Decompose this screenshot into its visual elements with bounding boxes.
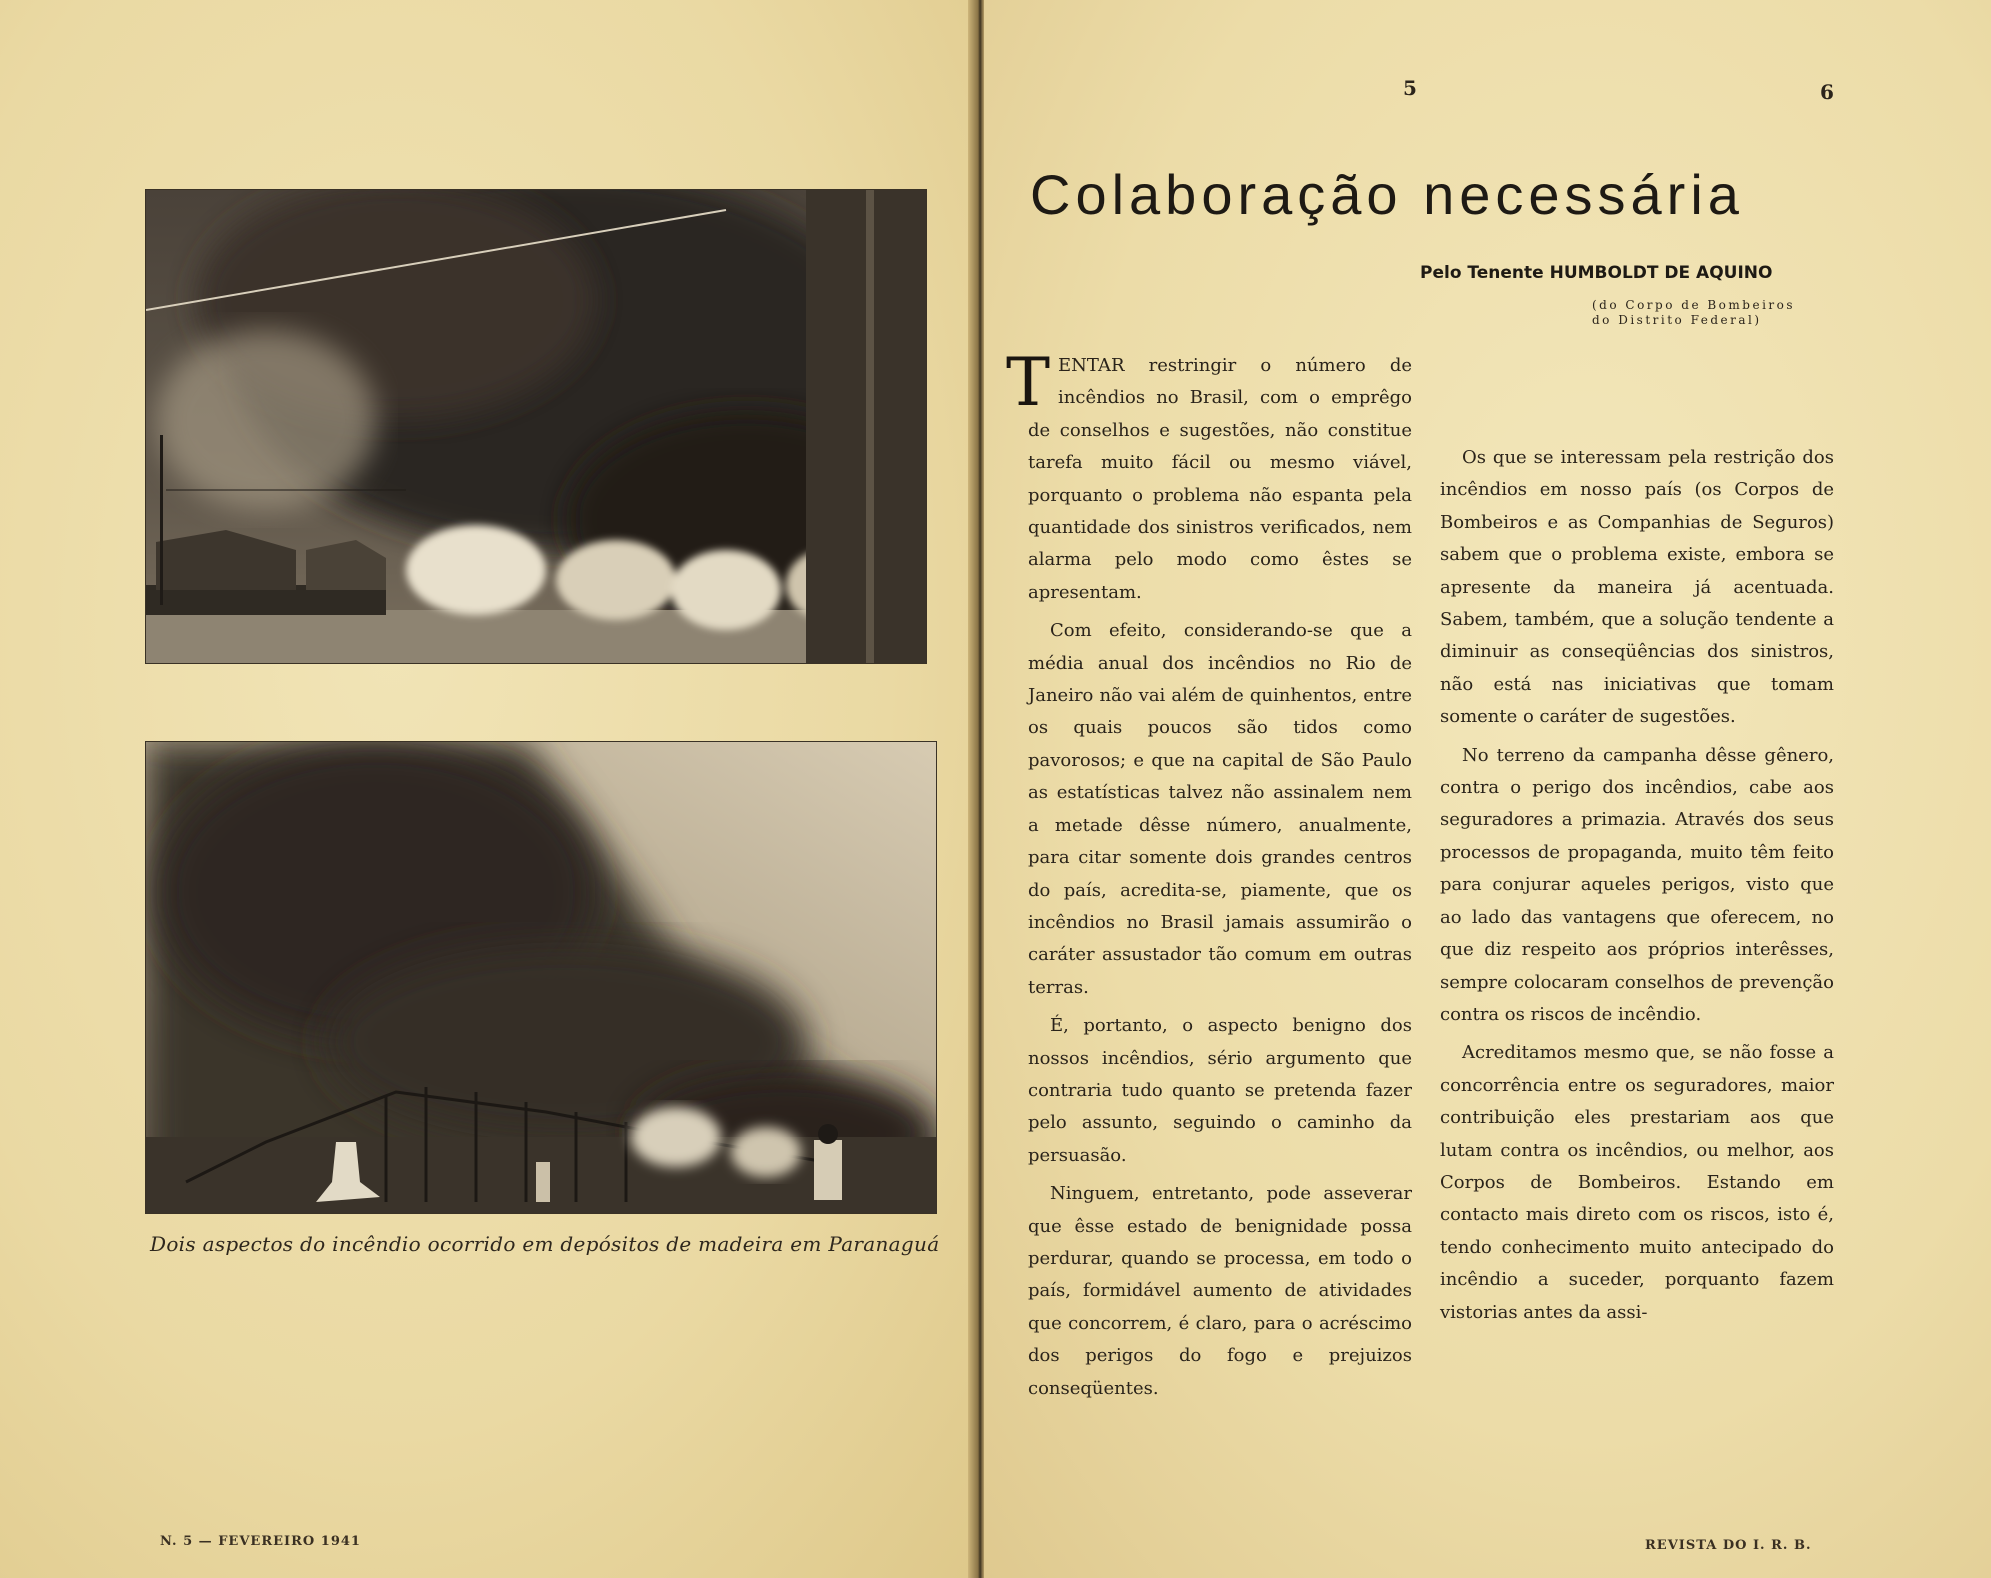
fire-photo-bottom [146, 742, 936, 1213]
author-affiliation [1592, 298, 1795, 328]
fire-photo-top [146, 190, 926, 663]
page-number-5: 5 [1403, 76, 1417, 100]
paragraph-1-text: restringir o número de incêndios no Brasil, com o emprêgo de conselhos e sugestões, não constitue tarefa muito fácil ou mesmo viável, porquanto o problema não espanta pela quantidade dos sinistros verificados, nem alarma pelo modo como êstes se apresentam. [1028, 355, 1412, 603]
page-number-6: 6 [1820, 80, 1834, 104]
paragraph-6: No terreno da campanha dêsse gênero, contra o perigo dos incêndios, cabe aos seguradores a primazia. Através dos seus processos de propaganda, muito têm feito para conjurar aqueles perigos, visto que ao lado das vantagens que oferecem, no que diz respeito aos próprios interêsses, sempre colocaram conselhos de prevenção contra os riscos de incêndio. [1440, 744, 1834, 1025]
paragraph-4: Ninguem, entretanto, pode asseverar que êsse estado de benignidade possa perdurar, quando se processa, em todo o país, formidável aumento de atividades que concorrem, é claro, para o acréscimo dos perigos do fogo e prejuizos conseqüentes. [1028, 1183, 1412, 1399]
paragraph-3: É, portanto, o aspecto benigno dos nossos incêndios, sério argumento que contraria tudo quanto se pretenda fazer pelo assunto, seguindo o caminho da persuasão. [1028, 1015, 1412, 1166]
affiliation-line-1: (do Corpo de Bombeiros [1592, 298, 1796, 312]
article-column-1 [1006, 344, 1412, 1405]
issue-footer: N. 5 — FEVEREIRO 1941 [160, 1534, 361, 1549]
paragraph-5: Os que se interessam pela restrição dos incêndios em nosso país (os Corpos de Bombeiros e as Companhias de Seguros) sabem que o problema existe, embora se apresente da maneira já acentuada. Sabem, também, que a solução tendente a diminuir as conseqüências dos sinistros, não está nas iniciativas que tomam somente o caráter de sugestões. [1440, 447, 1834, 728]
paragraph-7: Acreditamos mesmo que, se não fosse a concorrência entre os seguradores, maior contribuição eles prestariam aos que lutam contra os incêndios, ou melhor, aos Corpos de Bombeiros. Estando em contacto mais direto com os riscos, isto é, tendo conhecimento muito antecipado do incêndio a suceder, porquanto fazem vistorias antes da assi- [1440, 1042, 1834, 1323]
drop-cap: T [1006, 344, 1051, 421]
article-column-2 [1440, 442, 1834, 1329]
paragraph-2: Com efeito, considerando-se que a média anual dos incêndios no Rio de Janeiro não vai além de quinhentos, entre os quais poucos são tidos como pavorosos; e que na capital de São Paulo as estatísticas talvez não assinalem nem a metade dêsse número, anualmente, para citar somente dois grandes centros do país, acredita-se, piamente, que os incêndios no Brasil jamais assumirão o caráter assustador tão comum em outras terras. [1028, 620, 1412, 998]
photo-caption: Dois aspectos do incêndio ocorrido em depósitos de madeira em Paranaguá [150, 1232, 940, 1256]
article-byline: Pelo Tenente HUMBOLDT DE AQUINO [1420, 263, 1773, 283]
left-page [0, 0, 980, 1578]
opening-small-caps: ENTAR [1058, 355, 1125, 376]
fire-photo-top-image [146, 190, 926, 663]
fire-photo-bottom-image [146, 742, 936, 1213]
article-title: Colaboração necessária [1030, 163, 1744, 226]
magazine-footer: REVISTA DO I. R. B. [1645, 1538, 1812, 1553]
affiliation-line-2: do Distrito Federal) [1592, 313, 1762, 327]
paragraph-1 [1006, 344, 1412, 609]
